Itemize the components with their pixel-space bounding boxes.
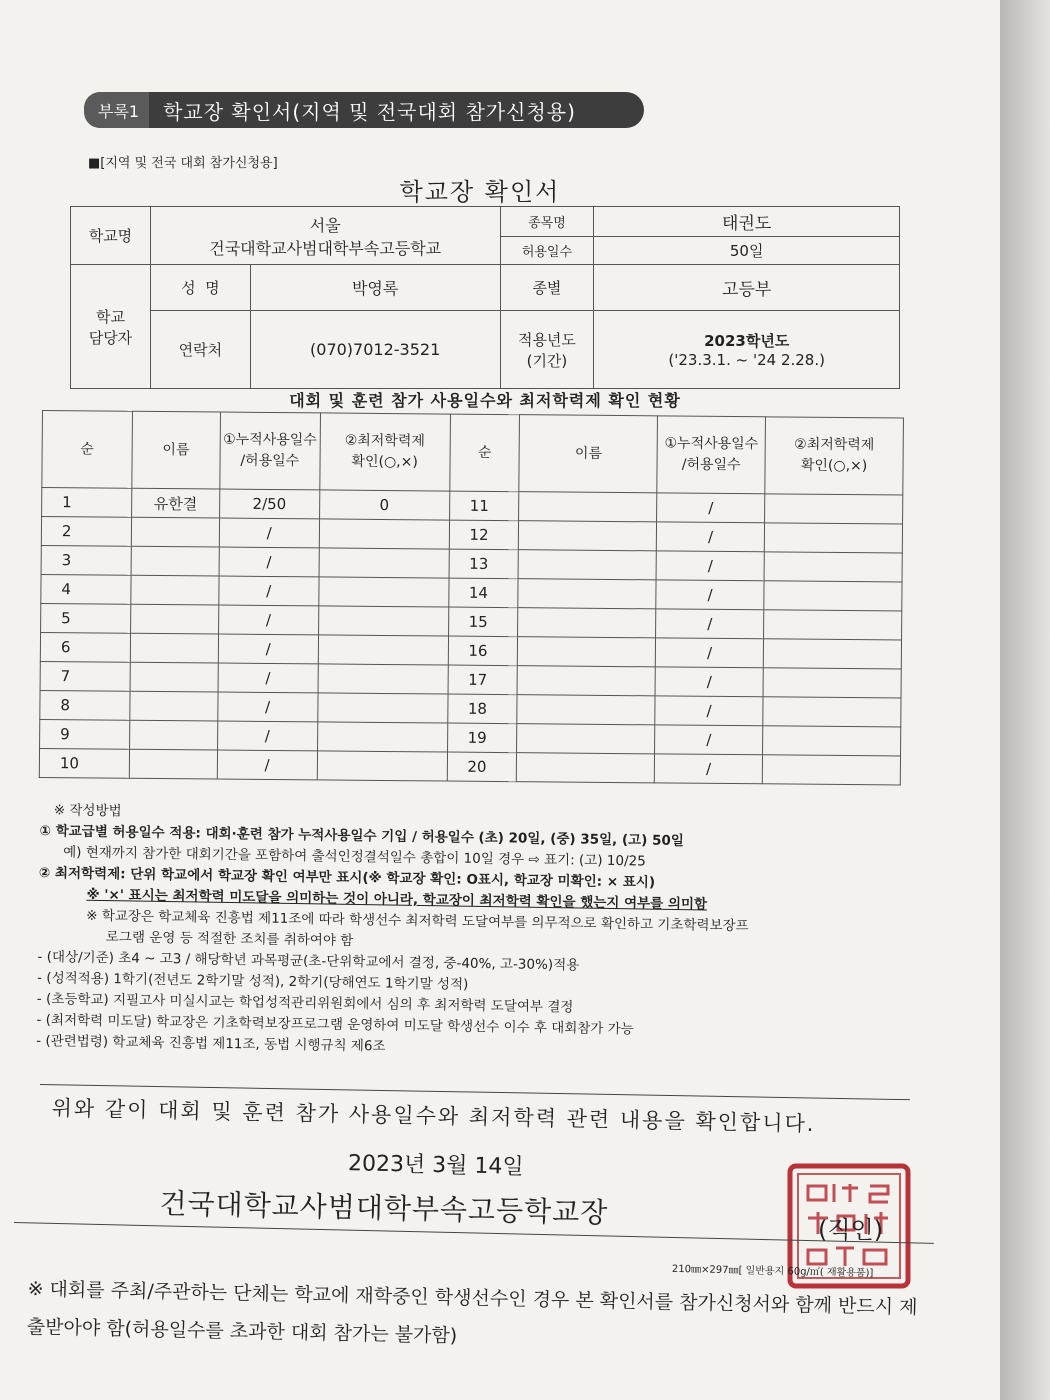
paper-spec: 210㎜×297㎜[ 일반용지 60g/㎡( 재활용품)] xyxy=(671,1263,874,1280)
cell-no: 17 xyxy=(448,665,518,695)
col-days: ①누적사용일수 /허용일수 xyxy=(220,412,321,490)
detail-1: - (대상/기준) 초4 ~ 고3 / 해당학년 과목평균(초-단위학교에서 결정, 중-40%, 고-30%)적용 xyxy=(37,948,580,974)
cell-days: / xyxy=(218,634,318,664)
principal-signature-line: 건국대학교사범대학부속고등학교장 xyxy=(159,1186,609,1230)
school-value xyxy=(150,207,500,265)
name-label: 성 명 xyxy=(150,265,250,311)
cell-name xyxy=(517,724,655,754)
allowed-days-label: 허용일수 xyxy=(500,237,594,265)
cell-check xyxy=(317,751,447,781)
cell-check xyxy=(764,610,902,640)
cell-days: / xyxy=(655,696,763,726)
cell-no: 2 xyxy=(41,517,131,547)
cell-check xyxy=(763,668,901,698)
cell-no: 16 xyxy=(448,636,518,666)
year-value xyxy=(594,311,900,389)
school-name: 건국대학교사범대학부속고등학교 xyxy=(209,238,442,258)
cell-check xyxy=(763,697,901,727)
cell-no: 19 xyxy=(447,723,517,753)
year-label: 적용년도 (기간) xyxy=(500,311,594,389)
cell-days: / xyxy=(655,754,763,784)
submission-footnote: ※ 대회를 주최/주관하는 단체는 학교에 재학중인 학생선수인 경우 본 확인서를 참가신청서와 함께 반드시 제출받아야 함(허용일수를 초과한 대회 참가는 불가함) xyxy=(26,1277,918,1348)
note-2-a: ※ '×' 표시는 최저학력 미도달을 의미하는 것이 아니라, 학교장이 최저학력 확인을 했는지 여부를 의미함 xyxy=(86,886,708,913)
note-1: ① 학교급별 허용일수 적용: 대회·훈련 참가 누적사용일수 기입 / 허용일수 (초) 20일, (중) 35일, (고) 50일 xyxy=(39,822,684,850)
cell-days: / xyxy=(656,609,764,639)
cell-check xyxy=(762,755,900,785)
instructions xyxy=(36,800,940,1066)
info-table xyxy=(70,206,900,389)
cell-no: 1 xyxy=(42,488,132,518)
cell-no: 13 xyxy=(449,549,519,579)
cell-no: 9 xyxy=(40,719,130,749)
col-check-2: ②최저학력제 확인(○,×) xyxy=(765,417,904,495)
cell-no: 5 xyxy=(41,603,131,633)
appendix-header xyxy=(84,92,644,128)
cell-no: 11 xyxy=(449,491,519,521)
cell-check xyxy=(317,722,447,752)
note-2-b: ※ 학교장은 학교체육 진흥법 제11조에 따라 학생선수 최저학력 도달여부를 의무적으로 확인하고 기초학력보장프 xyxy=(86,907,749,935)
cell-days: / xyxy=(656,551,764,581)
academic-period: ('23.3.1. ~ '24 2.28.) xyxy=(668,351,825,369)
cell-check xyxy=(317,693,447,723)
note-2: ② 최저학력제: 단위 학교에서 학교장 확인 여부만 표시(※ 학교장 확인: O표시, 학교장 미확인: × 표시) xyxy=(38,864,656,891)
cell-days: / xyxy=(656,638,764,668)
cell-days: / xyxy=(219,576,319,606)
cell-days: / xyxy=(655,725,763,755)
cell-name xyxy=(130,691,218,721)
cell-days: / xyxy=(656,580,764,610)
document-title: 학교장 확인서 xyxy=(399,178,561,206)
cell-check xyxy=(764,552,902,582)
note-1-example: 예) 현재까지 참가한 대회기간을 포함하여 출석인정결석일수 총합이 10일 경우 ⇨ 표기: (고) 10/25 xyxy=(63,844,646,870)
usage-section-title: 대회 및 훈련 참가 사용일수와 최저학력제 확인 현황 xyxy=(289,391,681,410)
cell-no: 15 xyxy=(448,607,518,637)
cell-no: 12 xyxy=(449,520,519,550)
usage-table-header xyxy=(42,411,904,496)
cell-days: / xyxy=(217,721,317,751)
usage-table xyxy=(39,410,904,786)
cell-days: / xyxy=(217,750,317,780)
school-region: 서울 xyxy=(309,215,341,235)
contact-value: (070)7012-3521 xyxy=(250,311,500,389)
sport-label: 종목명 xyxy=(500,207,594,237)
confirmation-statement: 위와 같이 대회 및 훈련 참가 사용일수와 최저학력 관련 내용을 확인합니다. xyxy=(51,1095,816,1136)
school-label: 학교명 xyxy=(71,207,151,265)
cell-check xyxy=(764,523,902,553)
cell-no: 7 xyxy=(40,661,130,691)
cell-name xyxy=(130,662,218,692)
cell-check xyxy=(763,726,901,756)
cell-days: / xyxy=(218,605,318,635)
col-days-2: ①누적사용일수 /허용일수 xyxy=(657,416,766,494)
background-paper-edge xyxy=(1000,0,1050,1400)
cell-check xyxy=(318,635,448,665)
cell-check xyxy=(318,664,448,694)
category-label: 종별 xyxy=(500,265,594,311)
contact-label: 연락처 xyxy=(150,311,250,389)
category-value: 고등부 xyxy=(594,265,900,311)
cell-check xyxy=(318,577,448,607)
cell-name xyxy=(131,575,219,605)
cell-name xyxy=(518,608,656,638)
col-name: 이름 xyxy=(132,411,221,489)
confirmation-date: 2023년 3월 14일 xyxy=(347,1151,524,1180)
detail-5: - (관련법령) 학교체육 진흥법 제11조, 동법 시행규칙 제6조 xyxy=(36,1032,386,1055)
col-no: 순 xyxy=(42,411,133,489)
cell-name xyxy=(129,749,217,779)
cell-name xyxy=(518,579,656,609)
manager-label: 학교 담당자 xyxy=(71,265,151,389)
cell-name xyxy=(518,637,656,667)
cell-name xyxy=(130,633,218,663)
cell-days: 2/50 xyxy=(219,489,319,519)
cell-check xyxy=(318,606,448,636)
detail-3: - (초등학교) 지필고사 미실시교는 학업성적관리위원회에서 심의 후 최저학력 도달여부 결정 xyxy=(36,990,574,1016)
cell-no: 18 xyxy=(447,694,517,724)
cell-check xyxy=(763,639,901,669)
cell-days: / xyxy=(657,522,765,552)
cell-no: 8 xyxy=(40,690,130,720)
detail-2: - (성적적용) 1학기(전년도 2학기말 성적), 2학기(당해연도 1학기말 성적) xyxy=(37,969,469,993)
academic-year: 2023학년도 xyxy=(704,332,790,350)
cell-days: / xyxy=(219,518,319,548)
cell-name xyxy=(131,546,219,576)
cell-check: 0 xyxy=(319,490,449,520)
col-name-2: 이름 xyxy=(519,415,657,493)
cell-no: 4 xyxy=(41,574,131,604)
form-subnote: ■[지역 및 전국 대회 참가신청용] xyxy=(88,156,278,171)
sport-value: 태권도 xyxy=(594,207,900,237)
cell-check xyxy=(764,581,902,611)
cell-name xyxy=(519,492,657,522)
cell-name xyxy=(518,550,656,580)
col-no-2: 순 xyxy=(449,414,520,492)
cell-days: / xyxy=(218,692,318,722)
note-2-b-cont: 로그램 운영 등 적절한 조치를 취하여야 함 xyxy=(105,929,354,949)
seal-label: (직인) xyxy=(818,1216,884,1244)
cell-name xyxy=(517,666,655,696)
col-check: ②최저학력제 확인(○,×) xyxy=(319,413,450,491)
cell-no: 14 xyxy=(448,578,518,608)
cell-days: / xyxy=(219,547,319,577)
cell-name: 유한결 xyxy=(131,488,219,518)
appendix-badge: 부록1 xyxy=(84,92,149,128)
cell-no: 10 xyxy=(39,748,129,778)
cell-name xyxy=(131,517,219,547)
cell-check xyxy=(765,494,903,524)
cell-days: / xyxy=(655,667,763,697)
cell-days: / xyxy=(218,663,318,693)
cell-no: 20 xyxy=(447,752,517,782)
cell-check xyxy=(319,548,449,578)
detail-4: - (최저학력 미도달) 학교장은 기초학력보장프로그램 운영하여 미도달 학생선수 이수 후 대회참가 가능 xyxy=(36,1011,634,1038)
cell-check xyxy=(319,519,449,549)
allowed-days-value: 50일 xyxy=(594,237,900,265)
cell-name xyxy=(517,753,655,783)
cell-name xyxy=(519,521,657,551)
name-value: 박영록 xyxy=(250,265,500,311)
cell-days: / xyxy=(657,493,765,523)
instructions-heading: ※ 작성방법 xyxy=(53,802,122,820)
cell-name xyxy=(517,695,655,725)
cell-no: 3 xyxy=(41,545,131,575)
cell-name xyxy=(130,604,218,634)
cell-no: 6 xyxy=(40,632,130,662)
cell-name xyxy=(129,720,217,750)
appendix-title: 학교장 확인서(지역 및 전국대회 참가신청용) xyxy=(163,99,576,124)
